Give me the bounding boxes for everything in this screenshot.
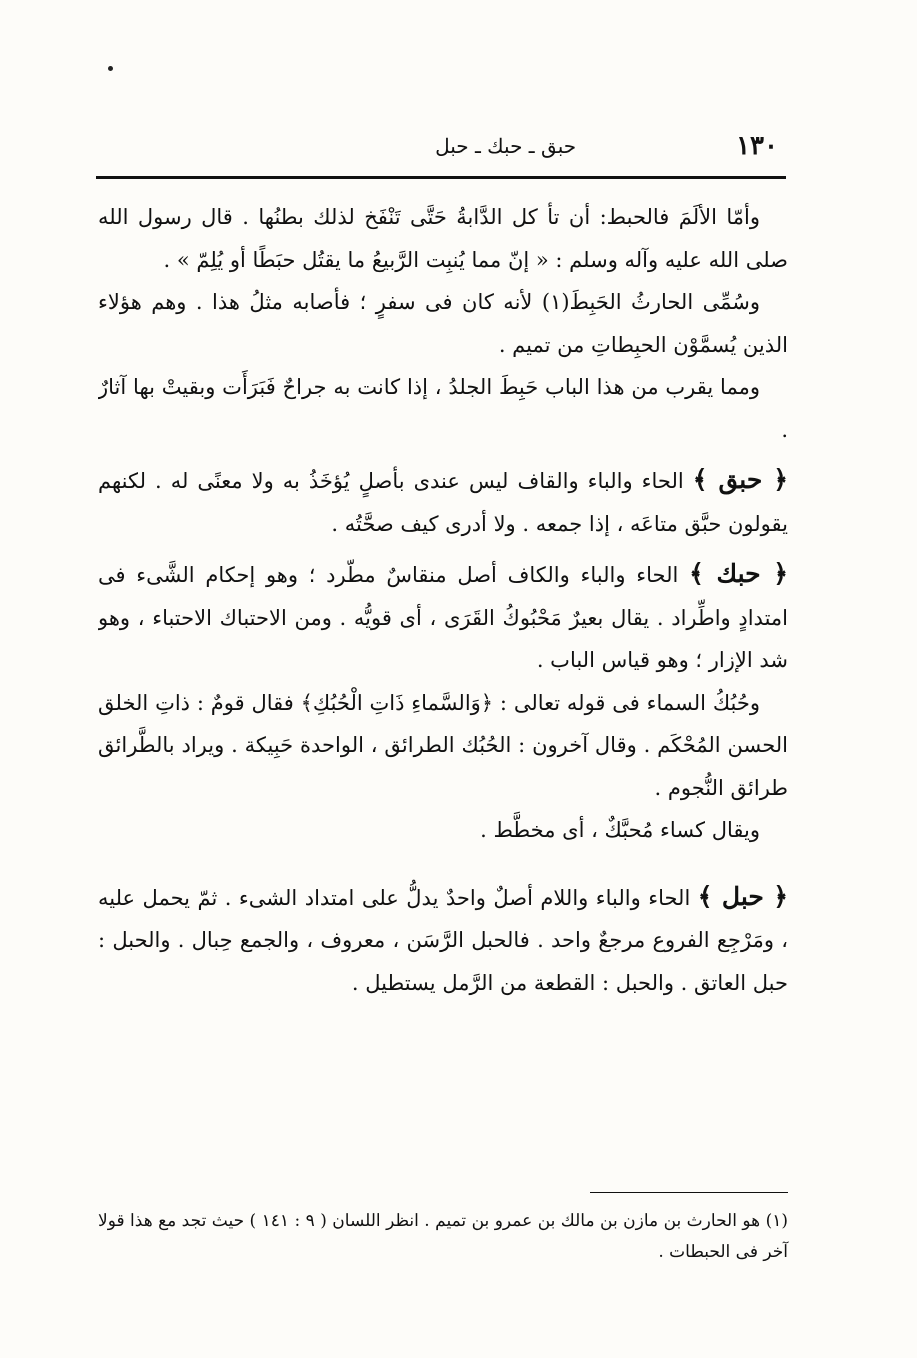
- entry-habl: [98, 876, 788, 1005]
- running-head: حبق ـ حبك ـ حبل: [435, 134, 577, 158]
- entry-habaq: [98, 459, 788, 545]
- printer-mark: [108, 66, 113, 71]
- entry-habak: [98, 553, 788, 682]
- paragraph-harith: وسُمِّى الحارثُ الحَبِطَ(١) لأنه كان فى سفرٍ ؛ فأصابه مثلُ هذا . وهم هؤلاء الذين يُسمَّوْن الحبِطاتِ من تميم .: [98, 290, 788, 357]
- page-header: [98, 126, 778, 166]
- footnote: [98, 1206, 788, 1268]
- footnote-rule: [590, 1192, 788, 1193]
- paragraph-habit-jild: ومما يقرب من هذا الباب حَبِطَ الجلدُ ، إذا كانت به جراحٌ فَبَرَأَت وبقيتْ بها آثارٌ .: [98, 375, 788, 442]
- footnote-text: (١) هو الحارث بن مازن بن مالك بن عمرو بن تميم . انظر اللسان ( ٩ : ١٤١ ) حيث تجد مع هذا قولا آخر فى الحبطات .: [98, 1211, 788, 1262]
- main-text: [98, 196, 788, 1196]
- entry-habak-text: الحاء والباء والكاف أصل منقاسٌ مطّرد ؛ وهو إحكام الشَّىء فى امتدادٍ واطِّراد . يقال بعيرٌ مَحْبُوكُ القَرَى ، أى قويُّه . ومن الاحتباك الاحتباء ، وهو شد الإزار ؛ وهو قياس الباب .: [98, 563, 788, 672]
- page-number: ١٣٠: [736, 131, 778, 161]
- paragraph-kisa-muhabbak: ويقال كساء مُحبَّكٌ ، أى مخطَّط .: [480, 818, 760, 842]
- headword-habaq: ﴿ حبق ﴾: [692, 465, 788, 494]
- entry-habaq-text: الحاء والباء والقاف ليس عندى بأصلٍ يُؤخَذُ به ولا معنًى له . لكنهم يقولون حبَّق متاعَه ، إذا جمعه . ولا أدرى كيف صحَّتُه .: [98, 469, 788, 536]
- entry-habl-text: الحاء والباء واللام أصلٌ واحدٌ يدلُّ على امتداد الشىء . ثمّ يحمل عليه ، ومَرْجِع الفروع مرجعٌ واحد . فالحبل الرَّسَن ، معروف ، والجمع حِبال . والحبل : حبل العاتق . والحبل : القطعة من الرَّمل يستطيل .: [98, 885, 788, 995]
- headword-habak: ﴿ حبك ﴾: [689, 559, 788, 588]
- paragraph-hubuk-sama: وحُبُكُ السماء فى قوله تعالى : ﴿وَالسَّماءِ ذَاتِ الْحُبُكِ﴾ فقال قومٌ : ذاتِ الخلق الحسن المُحْكَم . وقال آخرون : الحُبُك الطرائق ، الواحدة حَبِيكة . ويراد بالطَّرائق طرائق النُّجوم .: [98, 690, 788, 800]
- headword-habl: ﴿ حبل ﴾: [697, 881, 788, 911]
- header-rule: [96, 176, 786, 179]
- paragraph-habat: وأمّا الألَمَ فالحبط: أن تأ كل الدَّابةُ حَتَّى تَنْفَخ لذلك بطنُها . قال رسول الله صلى الله عليه وآله وسلم : « إنّ مما يُنبِت الرَّبيعُ ما يقتُل حبَطًا أو يُلِمّ » .: [98, 205, 788, 272]
